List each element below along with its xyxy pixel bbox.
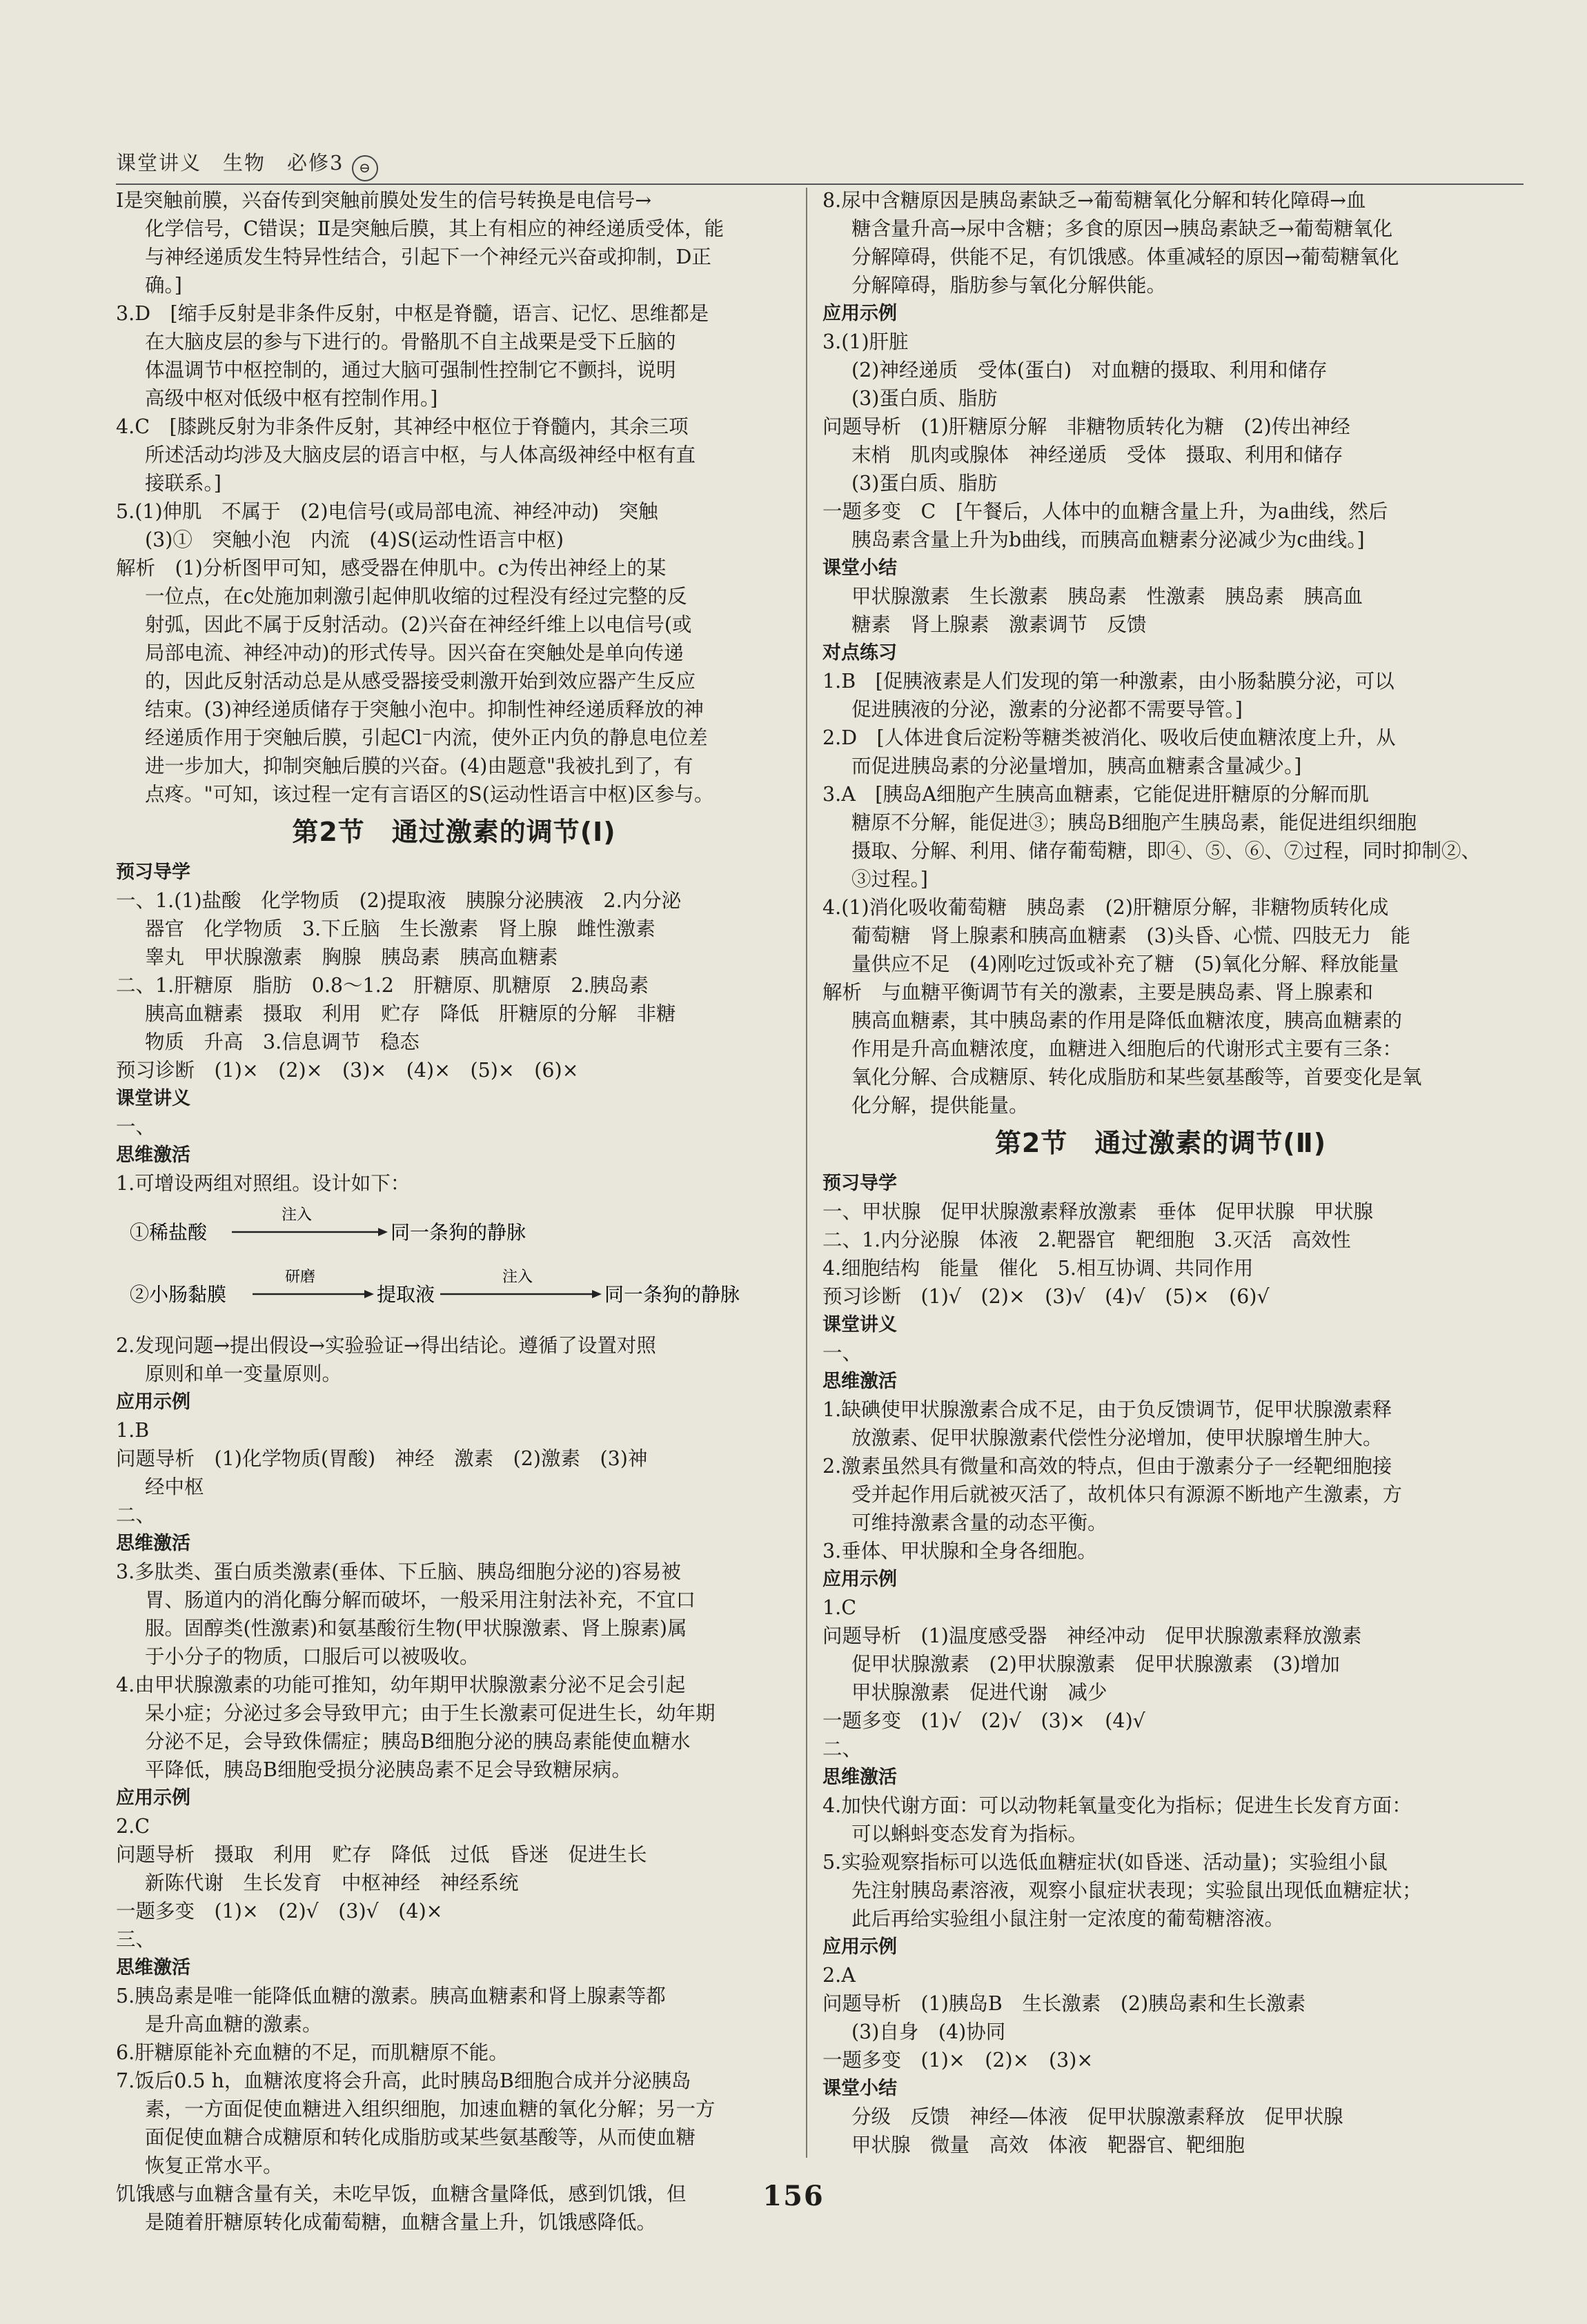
text-line: 3.(1)肝脏 <box>822 330 909 353</box>
text-line: 问题导析 (1)化学物质(胃酸) 神经 激素 (2)激素 (3)神 <box>116 1447 648 1470</box>
text-line: 素，一方面促使血糖进入组织细胞，加速血糖的氧化分解；另一方 <box>145 2098 716 2121</box>
left-column <box>116 186 792 2234</box>
text-line: 体温调节中枢控制的，通过大脑可强制性控制它不颤抖，说明 <box>145 359 676 381</box>
text-line: 一题多变 (1)× (2)× (3)× <box>822 2049 1094 2072</box>
text-line: 2.激素虽然具有微量和高效的特点，但由于激素分子一经靶细胞接 <box>822 1455 1392 1478</box>
left-lines-c <box>116 1331 792 2236</box>
text-line: 一题多变 C [午餐后，人体中的血糖含量上升，为a曲线，然后 <box>822 500 1388 523</box>
text-line: 射弧，因此不属于反射活动。(2)兴奋在神经纤维上以电信号(或 <box>145 613 692 636</box>
text-line: 而促进胰岛素的分泌量增加，胰高血糖素含量减少。] <box>851 755 1302 777</box>
text-line: ③过程。] <box>851 868 928 891</box>
text-line: 课堂讲义 <box>116 1088 190 1109</box>
text-line: 2.发现问题→提出假设→实验验证→得出结论。遵循了设置对照 <box>116 1334 656 1357</box>
text-line: 问题导析 (1)温度感受器 神经冲动 促甲状腺激素释放激素 <box>822 1625 1362 1647</box>
text-line: 课堂小结 <box>822 2078 897 2099</box>
text-line: 面促使血糖合成糖原和转化成脂肪或某些氨基酸等，从而使血糖 <box>145 2126 696 2149</box>
text-line: 睾丸 甲状腺激素 胸腺 胰岛素 胰高血糖素 <box>145 946 558 969</box>
text-line: 葡萄糖 肾上腺素和胰高血糖素 (3)头昏、心慌、四肢无力 能 <box>851 924 1410 947</box>
text-line: 化学信号，C错误；Ⅱ是突触后膜，其上有相应的神经递质受体，能 <box>145 217 724 240</box>
text-line: 糖原不分解，能促进③；胰岛B细胞产生胰岛素，能促进组织细胞 <box>851 811 1417 834</box>
text-line: 摄取、分解、利用、储存葡萄糖，即④、⑤、⑥、⑦过程，同时抑制②、 <box>851 840 1481 862</box>
text-line: 4.C [膝跳反射为非条件反射，其神经中枢位于脊髓内，其余三项 <box>116 415 689 438</box>
text-line: 问题导析 摄取 利用 贮存 降低 过低 昏迷 促进生长 <box>116 1843 647 1866</box>
text-line: 问题导析 (1)肝糖原分解 非糖物质转化为糖 (2)传出神经 <box>822 415 1350 438</box>
text-line: 二、1.肝糖原 脂肪 0.8～1.2 肝糖原、肌糖原 2.胰岛素 <box>116 974 649 997</box>
right-lines-a <box>822 186 1499 1120</box>
diagram-arrowhead-icon <box>378 1228 388 1236</box>
text-line: 经递质作用于突触后膜，引起Cl⁻内流，使外正内负的静息电位差 <box>145 726 708 749</box>
experiment-flow-diagram <box>116 1199 792 1330</box>
text-line: 思维激活 <box>822 1767 897 1788</box>
text-line: 局部电流、神经冲动)的形式传导。因兴奋在突触处是单向传递 <box>145 642 684 664</box>
text-line: (3)① 突触小泡 内流 (4)S(运动性语言中枢) <box>145 528 564 551</box>
text-line: 经中枢 <box>145 1476 204 1498</box>
text-line: 二、 <box>822 1738 862 1760</box>
text-line: 一位点，在c处施加刺激引起伸肌收缩的过程没有经过完整的反 <box>145 585 687 608</box>
text-line: 3.A [胰岛A细胞产生胰高血糖素，它能促进肝糖原的分解而肌 <box>822 783 1369 806</box>
text-line: 分级 反馈 神经—体液 促甲状腺激素释放 促甲状腺 <box>851 2105 1343 2128</box>
text-line: 1.缺碘使甲状腺激素合成不足，由于负反馈调节，促甲状腺激素释 <box>822 1398 1392 1421</box>
text-line: 7.饭后0.5 h，血糖浓度将会升高，此时胰岛B细胞合成并分泌胰岛 <box>116 2069 691 2092</box>
text-line: 解析 (1)分析图甲可知，感受器在伸肌中。c为传出神经上的某 <box>116 557 667 579</box>
text-line: 课堂讲义 <box>822 1314 897 1335</box>
column-divider <box>806 188 807 2158</box>
text-line: 可以蝌蚪变态发育为指标。 <box>851 1823 1088 1845</box>
text-line: 4.由甲状腺激素的功能可推知，幼年期甲状腺激素分泌不足会引起 <box>116 1674 686 1696</box>
text-line: 课堂小结 <box>822 557 897 579</box>
text-line: 问题导析 (1)胰岛B 生长激素 (2)胰岛素和生长激素 <box>822 1992 1306 2015</box>
left-lines-b <box>116 858 792 1198</box>
text-line: 在大脑皮层的参与下进行的。骨骼肌不自主战栗是受下丘脑的 <box>145 330 676 353</box>
text-line: 确。] <box>145 274 182 297</box>
text-line: 进一步加大，抑制突触后膜的兴奋。(4)由题意"我被扎到了，有 <box>145 755 693 777</box>
text-line: 饥饿感与血糖含量有关，未吃早饭，血糖含量降低，感到饥饿，但 <box>116 2183 687 2205</box>
text-line: 2.C <box>116 1815 150 1838</box>
text-line: 放激素、促甲状腺激素代偿性分泌增加，使甲状腺增生肿大。 <box>851 1427 1383 1449</box>
text-line: 一题多变 (1)× (2)√ (3)√ (4)× <box>116 1900 443 1923</box>
text-line: 思维激活 <box>822 1371 897 1392</box>
text-line: 1.B <box>116 1419 150 1442</box>
text-line: 糖含量升高→尿中含糖；多食的原因→胰岛素缺乏→葡萄糖氧化 <box>851 217 1393 240</box>
text-line: 原则和单一变量原则。 <box>145 1362 342 1385</box>
text-line: 可维持激素含量的动态平衡。 <box>851 1511 1107 1534</box>
text-line: 应用示例 <box>116 1787 190 1809</box>
text-line: 的，因此反射活动总是从感受器接受刺激开始到效应器产生反应 <box>145 670 696 693</box>
running-header <box>116 148 378 181</box>
diagram-arrowhead-icon <box>364 1290 374 1298</box>
diagram-row1-arrow-label: 注入 <box>282 1206 313 1224</box>
diagram-row1-end: 同一条狗的静脉 <box>391 1221 526 1244</box>
text-line: 分解障碍，供能不足，有饥饿感。体重减轻的原因→葡萄糖氧化 <box>851 246 1399 268</box>
text-line: 胰岛素含量上升为b曲线，而胰高血糖素分泌减少为c曲线。] <box>851 528 1365 551</box>
text-line: 4.(1)消化吸收葡萄糖 胰岛素 (2)肝糖原分解，非糖物质转化成 <box>822 896 1389 919</box>
right-lines-b <box>822 1169 1499 2159</box>
text-line: 糖素 肾上腺素 激素调节 反馈 <box>851 613 1147 636</box>
text-line: 思维激活 <box>116 1144 190 1166</box>
text-line: 甲状腺 微量 高效 体液 靶器官、靶细胞 <box>851 2134 1245 2156</box>
text-line: 器官 化学物质 3.下丘脑 生长激素 肾上腺 雌性激素 <box>145 917 656 940</box>
diagram-row2-start: ②小肠黏膜 <box>130 1283 227 1306</box>
text-line: 分泌不足，会导致侏儒症；胰岛B细胞分泌的胰岛素能使血糖水 <box>145 1730 691 1753</box>
text-line: 接联系。] <box>145 472 221 495</box>
header-rule <box>116 183 1524 185</box>
diagram-row2-mid: 提取液 <box>377 1283 435 1306</box>
diagram-row1-start: ①稀盐酸 <box>130 1221 208 1244</box>
text-line: 思维激活 <box>116 1957 190 1978</box>
text-line: 1.可增设两组对照组。设计如下： <box>116 1172 411 1195</box>
text-line: 末梢 肌肉或腺体 神经递质 受体 摄取、利用和储存 <box>851 444 1343 466</box>
text-line: 所述活动均涉及大脑皮层的语言中枢，与人体高级神经中枢有直 <box>145 444 696 466</box>
diagram-row2-end: 同一条狗的静脉 <box>604 1283 740 1306</box>
text-line: 分解障碍，脂肪参与氧化分解供能。 <box>851 274 1167 297</box>
text-line: 量供应不足 (4)刚吃过饭或补充了糖 (5)氧化分解、释放能量 <box>851 953 1399 975</box>
text-line: 甲状腺激素 促进代谢 减少 <box>851 1681 1107 1704</box>
text-line: 二、 <box>116 1504 156 1527</box>
text-line: 对点练习 <box>822 642 897 664</box>
text-line: 2.A <box>822 1964 856 1987</box>
text-line: 4.细胞结构 能量 催化 5.相互协调、共同作用 <box>822 1257 1254 1280</box>
text-line: 胰高血糖素 摄取 利用 贮存 降低 肝糖原的分解 非糖 <box>145 1002 676 1025</box>
page-number: 156 <box>762 2180 825 2212</box>
text-line: 一题多变 (1)√ (2)√ (3)× (4)√ <box>822 1709 1145 1732</box>
text-line: 应用示例 <box>822 1936 897 1958</box>
text-line: (3)蛋白质、脂肪 <box>851 387 998 410</box>
text-line: 促进胰液的分泌，激素的分泌都不需要导管。] <box>851 698 1243 721</box>
text-line: 6.肝糖原能补充血糖的不足，而肌糖原不能。 <box>116 2041 509 2064</box>
text-line: 甲状腺激素 生长激素 胰岛素 性激素 胰岛素 胰高血 <box>851 585 1363 608</box>
text-line: 氧化分解、合成糖原、转化成脂肪和某些氨基酸等，首要变化是氧 <box>851 1066 1422 1089</box>
text-line: (3)自身 (4)协同 <box>851 2020 1006 2043</box>
text-line: 2.D [人体进食后淀粉等糖类被消化、吸收后使血糖浓度上升，从 <box>822 726 1396 749</box>
text-line: 是随着肝糖原转化成葡萄糖，血糖含量上升，饥饿感降低。 <box>145 2211 657 2234</box>
text-line: 服。固醇类(性激素)和氨基酸衍生物(甲状腺激素、肾上腺素)属 <box>145 1617 687 1640</box>
section-title-2: 第2节 通过激素的调节(Ⅱ) <box>994 1128 1327 1158</box>
text-line: 5.实验观察指标可以选低血糖症状(如昏迷、活动量)；实验组小鼠 <box>822 1851 1388 1874</box>
text-line: 呆小症；分泌过多会导致甲亢；由于生长激素可促进生长，幼年期 <box>145 1702 716 1725</box>
text-line: 化分解，提供能量。 <box>851 1094 1029 1117</box>
text-line: 一、 <box>822 1342 862 1364</box>
text-line: 4.加快代谢方面：可以动物耗氧量变化为指标；促进生长发育方面： <box>822 1794 1412 1817</box>
text-line: 于小分子的物质，口服后可以被吸收。 <box>145 1645 480 1668</box>
circle-badge-icon: ⊖ <box>352 155 378 181</box>
text-line: 物质 升高 3.信息调节 稳态 <box>145 1031 420 1053</box>
text-line: 预习导学 <box>822 1173 897 1194</box>
text-line: 与神经递质发生特异性结合，引起下一个神经元兴奋或抑制，D正 <box>145 246 711 268</box>
text-line: 8.尿中含糖原因是胰岛素缺乏→葡萄糖氧化分解和转化障碍→血 <box>822 189 1366 212</box>
text-line: 平降低，胰岛B细胞受损分泌胰岛素不足会导致糖尿病。 <box>145 1758 631 1781</box>
text-line: (2)神经递质 受体(蛋白) 对血糖的摄取、利用和储存 <box>851 359 1328 381</box>
diagram-arrowhead-icon <box>592 1290 602 1298</box>
text-line: 一、甲状腺 促甲状腺激素释放激素 垂体 促甲状腺 甲状腺 <box>822 1200 1374 1223</box>
running-header-text: 课堂讲义 生物 必修3 <box>116 151 344 175</box>
right-column <box>822 186 1499 2159</box>
text-line: 一、 <box>116 1115 156 1138</box>
text-line: 新陈代谢 生长发育 中枢神经 神经系统 <box>145 1871 519 1894</box>
text-line: 5.(1)伸肌 不属于 (2)电信号(或局部电流、神经冲动) 突触 <box>116 500 658 523</box>
text-line: 1.C <box>822 1596 856 1619</box>
text-line: 结束。(3)神经递质储存于突触小泡中。抑制性神经递质释放的神 <box>145 698 704 721</box>
text-line: 此后再给实验组小鼠注射一定浓度的葡萄糖溶液。 <box>851 1907 1285 1930</box>
text-line: 促甲状腺激素 (2)甲状腺激素 促甲状腺激素 (3)增加 <box>851 1653 1340 1676</box>
text-line: 三、 <box>116 1928 156 1951</box>
diagram-row2-arrow1-label: 研磨 <box>285 1269 316 1286</box>
text-line: 先注射胰岛素溶液，观察小鼠症状表现；实验鼠出现低血糖症状； <box>851 1879 1422 1902</box>
text-line: 应用示例 <box>822 303 897 324</box>
text-line: 点疼。"可知，该过程一定有言语区的S(运动性语言中枢)区参与。 <box>145 783 714 806</box>
text-line: 5.胰岛素是唯一能降低血糖的激素。胰高血糖素和肾上腺素等都 <box>116 1985 666 2007</box>
text-line: 应用示例 <box>822 1569 897 1590</box>
text-line: 是升高血糖的激素。 <box>145 2013 322 2036</box>
text-line: 胰高血糖素，其中胰岛素的作用是降低血糖浓度，胰高血糖素的 <box>851 1009 1403 1032</box>
text-line: 预习诊断 (1)× (2)× (3)× (4)× (5)× (6)× <box>116 1059 579 1082</box>
text-line: 二、1.内分泌腺 体液 2.靶器官 靶细胞 3.灭活 高效性 <box>822 1229 1351 1251</box>
text-line: 预习诊断 (1)√ (2)× (3)√ (4)√ (5)× (6)√ <box>822 1285 1270 1308</box>
left-lines-a <box>116 186 792 808</box>
text-line: 受并起作用后就被灭活了，故机体只有源源不断地产生激素，方 <box>851 1483 1403 1506</box>
text-line: 恢复正常水平。 <box>145 2154 283 2177</box>
text-line: 一、1.(1)盐酸 化学物质 (2)提取液 胰腺分泌胰液 2.内分泌 <box>116 889 682 912</box>
text-line: 预习导学 <box>116 862 190 883</box>
text-line: 作用是升高血糖浓度，血糖进入细胞后的代谢形式主要有三条： <box>851 1037 1403 1060</box>
text-line: 高级中枢对低级中枢有控制作用。] <box>145 387 438 410</box>
text-line: 思维激活 <box>116 1533 190 1554</box>
diagram-row2-arrow2-label: 注入 <box>502 1269 533 1286</box>
section-title-1: 第2节 通过激素的调节(Ⅰ) <box>292 817 616 847</box>
text-line: 3.垂体、甲状腺和全身各细胞。 <box>822 1540 1097 1562</box>
text-line: 3.多肽类、蛋白质类激素(垂体、下丘脑、胰岛细胞分泌的)容易被 <box>116 1560 681 1583</box>
text-line: Ⅰ是突触前膜，兴奋传到突触前膜处发生的信号转换是电信号→ <box>116 189 652 212</box>
text-line: (3)蛋白质、脂肪 <box>851 472 998 495</box>
text-line: 应用示例 <box>116 1391 190 1413</box>
text-line: 1.B [促胰液素是人们发现的第一种激素，由小肠黏膜分泌，可以 <box>822 670 1394 693</box>
text-line: 3.D [缩手反射是非条件反射，中枢是脊髓，语言、记忆、思维都是 <box>116 302 709 325</box>
text-line: 解析 与血糖平衡调节有关的激素，主要是胰岛素、肾上腺素和 <box>822 981 1374 1004</box>
text-line: 胃、肠道内的消化酶分解而破坏，一般采用注射法补充，不宜口 <box>145 1589 696 1611</box>
